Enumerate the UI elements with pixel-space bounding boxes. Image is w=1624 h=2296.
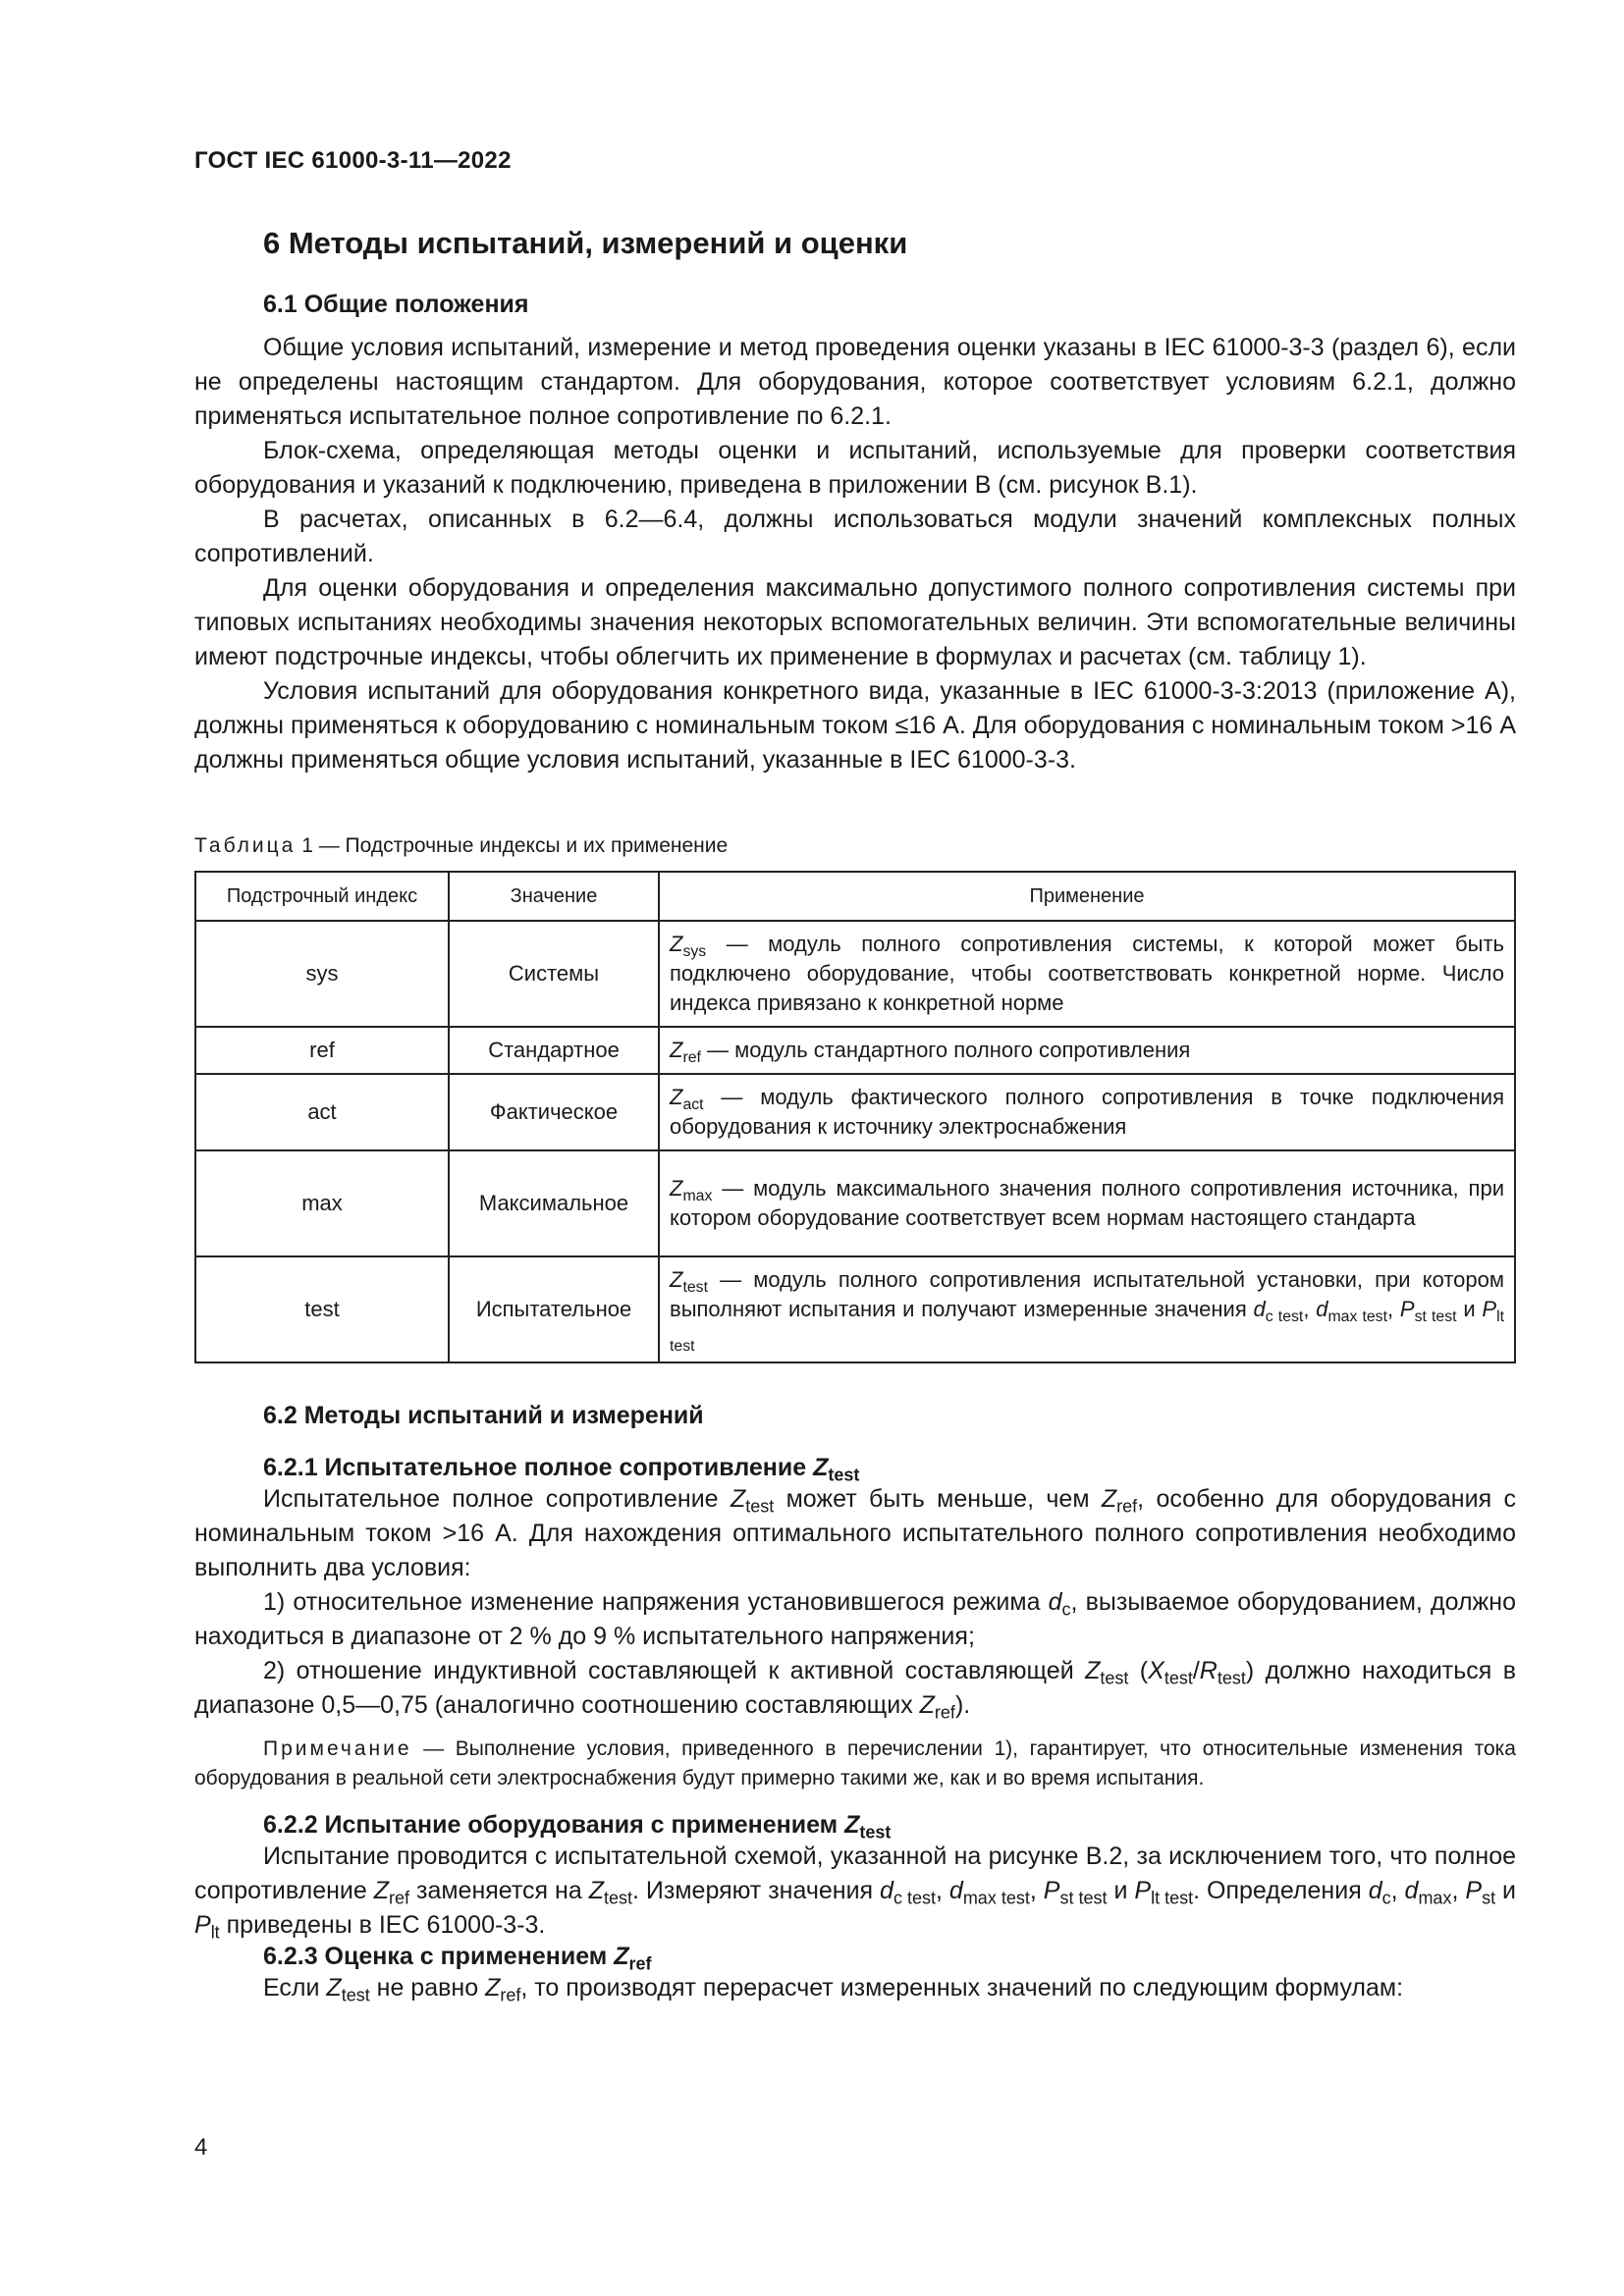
note xyxy=(194,1735,1516,1793)
application-text: — модуль максимального значения полного сопротивления источника, при котором оборудование соответствует всем нормам настоящего стандарта xyxy=(670,1176,1504,1230)
table-row xyxy=(195,1256,1515,1362)
section-6-2-2-title: 6.2.2 Испытание оборудования с применением $Z_{test}$ xyxy=(263,1811,892,1842)
table-cell-index: test xyxy=(195,1256,449,1362)
table-caption-text: 1 — Подстрочные индексы и их применение xyxy=(301,834,729,857)
application-text: — модуль стандартного полного сопротивления xyxy=(700,1038,1191,1062)
paragraph: Общие условия испытаний, измерение и метод проведения оценки указаны в IEC 61000-3-3 (раздел 6), если не определены настоящим стандартом. Для оборудования, которое соответствует условиям 6.2.1, должно применяться испытательное полное сопротивление по 6.2.1. xyxy=(194,334,1516,430)
table-cell-application: $Z_{ref}$ — модуль стандартного полного сопротивления xyxy=(659,1027,1515,1074)
paragraph: Блок-схема, определяющая методы оценки и испытаний, используемые для проверки соответствия оборудования и указаний к подключению, приведена в приложении В (см. рисунок В.1). xyxy=(194,437,1516,499)
subscript: act xyxy=(682,1095,704,1113)
section-6-2 xyxy=(194,1402,1516,2005)
table-caption-word: Таблица xyxy=(194,834,297,857)
paragraph: Если $Z_{test}$ не равно $Z_{ref}$, то производят перерасчет измеренных значений по следующим формулам: xyxy=(263,1974,1404,2005)
subscript: test xyxy=(682,1278,708,1296)
table-cell-meaning: Фактическое xyxy=(449,1074,659,1150)
table-row xyxy=(195,1150,1515,1256)
paragraph: Для оценки оборудования и определения максимально допустимого полного сопротивления системы при типовых испытаниях необходимы значения некоторых вспомогательных величин. Эти вспомогательные величины имеют подстрочные индексы, чтобы облегчить их применение в формулах и расчетах (см. таблицу 1). xyxy=(194,574,1516,670)
table-cell-index: act xyxy=(195,1074,449,1150)
table-cell-meaning: Испытательное xyxy=(449,1256,659,1362)
list-item: 1) относительное изменение напряжения установившегося режима $d_c$, вызываемое оборудованием, должно находиться в диапазоне от 2 % до 9 % испытательного напряжения; xyxy=(194,1588,1516,1650)
table-cell-index: ref xyxy=(195,1027,449,1074)
section-6-1-title: 6.1 Общие положения xyxy=(263,291,529,318)
table-cell-application: $Z_{act}$ — модуль фактического полного сопротивления в точке подключения оборудования к источнику электроснабжения xyxy=(659,1074,1515,1150)
note-word: Примечание xyxy=(263,1737,412,1760)
paragraph: Испытание проводится с испытательной схемой, указанной на рисунке В.2, за исключением того, что полное сопротивление $Z_{ref}$ заменяется на $Z_{test}$. Измеряют значения $d_{c test}$, $d_{max test}$, $P_{st test}$ и $P_{lt test}$. Определения $d_c$, $d_{max}$, $P_{st}$ и $P_{lt}$ приведены в IEC 61000-3-3. xyxy=(194,1842,1517,1943)
table-cell-meaning: Системы xyxy=(449,921,659,1027)
table-cell-application: $Z_{test}$ — модуль полного сопротивления испытательной установки, при котором выполняют испытания и получают измеренные значения $d_{c test}$, $d_{max test}$, $P_{st test}$ и $P_{lt test}$ xyxy=(659,1256,1515,1362)
subscript: sys xyxy=(682,942,707,960)
paragraph: Испытательное полное сопротивление $Z_{test}$ может быть меньше, чем $Z_{ref}$, особенно для оборудования с номинальным током >16 А. Для нахождения оптимального испытательного полного сопротивления необходимо выполнить два условия: xyxy=(194,1485,1516,1581)
table-row xyxy=(195,1074,1515,1150)
table-1 xyxy=(194,871,1516,1363)
table-cell-index: max xyxy=(195,1150,449,1256)
section-6-2-title: 6.2 Методы испытаний и измерений xyxy=(263,1402,704,1429)
page-number: 4 xyxy=(194,2134,208,2161)
application-text: — модуль полного сопротивления системы, к которой может быть подключено оборудование, чтобы соответствовать конкретной норме. Число индекса привязано к конкретной норме xyxy=(670,932,1504,1015)
application-text: — модуль фактического полного сопротивления в точке подключения оборудования к источнику электроснабжения xyxy=(670,1085,1504,1139)
section-6-2-3-title: 6.2.3 Оценка с применением $Z_{ref}$ xyxy=(263,1943,652,1974)
note-text: — Выполнение условия, приведенного в перечислении 1), гарантирует, что относительные изменения тока оборудования в реальной сети электроснабжения будут примерно такими же, как и во время испытания. xyxy=(194,1737,1516,1789)
table-cell-application: $Z_{max}$ — модуль максимального значения полного сопротивления источника, при котором оборудование соответствует всем нормам настоящего стандарта xyxy=(659,1150,1515,1256)
paragraph: В расчетах, описанных в 6.2—6.4, должны использоваться модули значений комплексных полных сопротивлений. xyxy=(194,506,1516,567)
column-header: Применение xyxy=(659,872,1515,921)
table-row xyxy=(195,921,1515,1027)
section-6-title: 6 Методы испытаний, измерений и оценки xyxy=(263,226,908,260)
table-cell-meaning: Максимальное xyxy=(449,1150,659,1256)
application-text: — модуль полного сопротивления испытательной установки, при котором выполняют испытания и получают измеренные значения xyxy=(670,1267,1504,1321)
section-6-1 xyxy=(194,291,1516,777)
column-header: Значение xyxy=(449,872,659,921)
table-row xyxy=(195,1027,1515,1074)
column-header: Подстрочный индекс xyxy=(195,872,449,921)
section-6-2-1-title: 6.2.1 Испытательное полное сопротивление $Z_{test}$ xyxy=(263,1454,860,1485)
table-cell-application: $Z_{sys}$ — модуль полного сопротивления системы, к которой может быть подключено оборудование, чтобы соответствовать конкретной норме. Число индекса привязано к конкретной норме xyxy=(659,921,1515,1027)
table-1-caption xyxy=(194,834,728,858)
table-cell-index: sys xyxy=(195,921,449,1027)
subscript: max xyxy=(682,1187,713,1204)
table-cell-meaning: Стандартное xyxy=(449,1027,659,1074)
document-header: ГОСТ IEC 61000-3-11—2022 xyxy=(194,147,512,174)
paragraph: Условия испытаний для оборудования конкретного вида, указанные в IEC 61000-3-3:2013 (приложение А), должны применяться к оборудованию с номинальным током ≤16 А. Для оборудования с номинальным током >16 А должны применяться общие условия испытаний, указанные в IEC 61000-3-3. xyxy=(194,677,1516,774)
list-item: 2) отношение индуктивной составляющей к активной составляющей $Z_{test}$ $(X_{test}/R_{test})$ должно находиться в диапазоне 0,5—0,75 (аналогично соотношению составляющих $Z_{ref}$). xyxy=(194,1657,1516,1723)
table-header-row xyxy=(195,872,1515,921)
subscript: ref xyxy=(682,1048,701,1066)
